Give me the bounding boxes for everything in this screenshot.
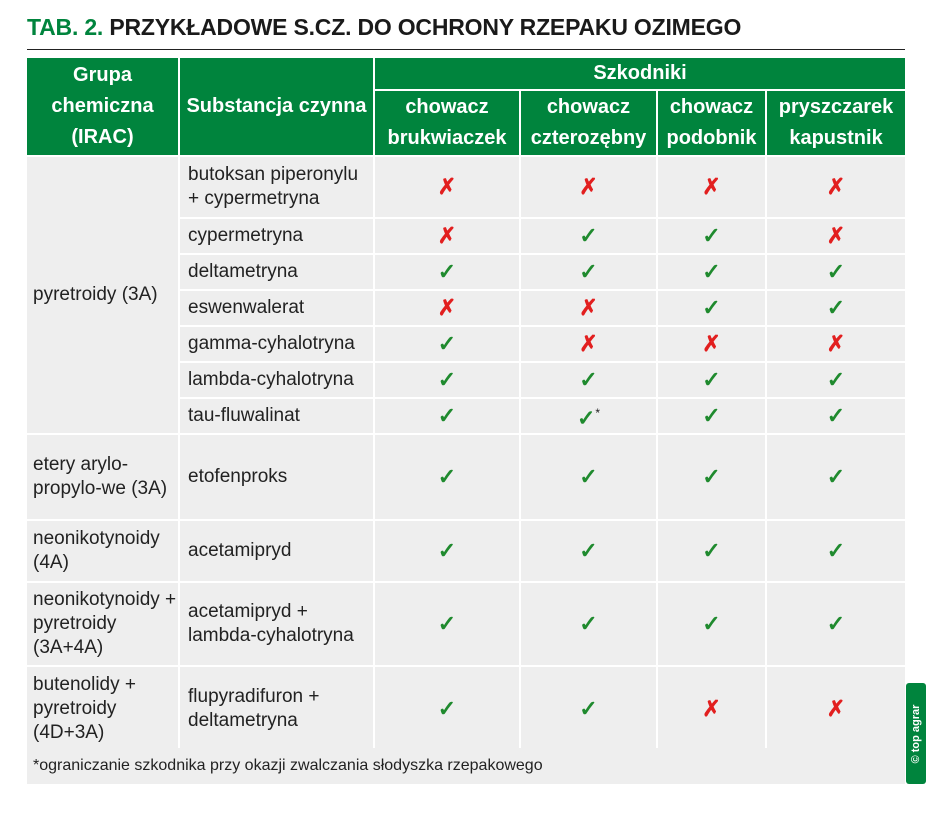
mark-cell xyxy=(657,326,766,362)
cross-icon: ✗ xyxy=(826,331,846,356)
check-icon: ✓ xyxy=(437,538,457,563)
cross-icon: ✗ xyxy=(579,331,598,356)
cross-icon: ✗ xyxy=(437,295,457,320)
mark-cell xyxy=(374,156,520,218)
group-cell: neonikotynoidy (4A) xyxy=(27,520,179,582)
table-row xyxy=(27,434,905,520)
mark-cell xyxy=(520,520,657,582)
check-icon: ✓ xyxy=(702,538,721,563)
mark-cell xyxy=(374,434,520,520)
check-icon: ✓ xyxy=(826,403,846,428)
check-icon: ✓ xyxy=(437,259,457,284)
group-cell: etery arylo-propylo-we (3A) xyxy=(27,434,179,520)
mark-cell xyxy=(374,362,520,398)
mark-cell xyxy=(657,434,766,520)
table-body xyxy=(27,156,905,752)
table-row xyxy=(27,520,905,582)
cross-icon: ✗ xyxy=(826,174,846,199)
mark-cell xyxy=(520,290,657,326)
check-icon: ✓ xyxy=(826,538,846,563)
cross-icon: ✗ xyxy=(702,174,721,199)
check-icon: ✓ xyxy=(579,464,598,489)
substance-cell: flupyradifuron + deltametryna xyxy=(179,666,374,752)
mark-cell xyxy=(520,398,657,434)
cross-icon: ✗ xyxy=(702,696,721,721)
title-divider xyxy=(27,49,905,50)
check-icon: ✓ xyxy=(437,331,457,356)
check-icon: ✓ xyxy=(579,367,598,392)
mark-cell xyxy=(520,582,657,666)
footnote: *ograniczanie szkodnika przy okazji zwalczania słodyszka rzepakowego xyxy=(27,748,905,784)
check-icon: ✓ xyxy=(437,464,457,489)
substance-cell: acetamipryd xyxy=(179,520,374,582)
check-icon: ✓ xyxy=(576,405,596,431)
mark-cell xyxy=(766,362,905,398)
header-pest-4: pryszczarek kapustnik xyxy=(766,90,905,156)
table-row xyxy=(27,666,905,752)
check-icon: ✓ xyxy=(826,367,846,392)
mark-cell xyxy=(657,520,766,582)
substance-cell: etofenproks xyxy=(179,434,374,520)
mark-cell xyxy=(657,362,766,398)
check-icon: ✓ xyxy=(579,611,598,636)
mark-cell xyxy=(374,398,520,434)
group-cell: butenolidy + pyretroidy (4D+3A) xyxy=(27,666,179,752)
cross-icon: ✗ xyxy=(826,696,846,721)
mark-cell xyxy=(766,398,905,434)
check-icon: ✓ xyxy=(579,223,598,248)
header-pests: Szkodniki xyxy=(374,57,905,90)
substance-cell: acetamipryd + lambda-cyhalotryna xyxy=(179,582,374,666)
mark-cell xyxy=(657,398,766,434)
table-title xyxy=(27,14,741,41)
check-icon: ✓ xyxy=(702,367,721,392)
mark-cell xyxy=(766,156,905,218)
check-icon: ✓ xyxy=(702,259,721,284)
check-icon: ✓ xyxy=(579,696,598,721)
header-substance: Substancja czynna xyxy=(179,57,374,156)
substance-cell: eswenwalerat xyxy=(179,290,374,326)
check-icon: ✓ xyxy=(702,403,721,428)
top-agrar-logo xyxy=(906,683,926,784)
mark-cell xyxy=(657,666,766,752)
mark-cell xyxy=(374,326,520,362)
substance-cell: butoksan piperonylu + cypermetryna xyxy=(179,156,374,218)
table-row xyxy=(27,156,905,218)
protection-table xyxy=(27,56,905,753)
group-cell: neonikotynoidy + pyretroidy (3A+4A) xyxy=(27,582,179,666)
check-icon: ✓ xyxy=(702,464,721,489)
header-group: Grupa chemiczna (IRAC) xyxy=(27,57,179,156)
check-icon: ✓ xyxy=(826,259,846,284)
mark-cell xyxy=(657,254,766,290)
mark-cell xyxy=(374,666,520,752)
mark-cell xyxy=(374,218,520,254)
mark-cell xyxy=(374,254,520,290)
check-icon: ✓ xyxy=(579,538,598,563)
check-icon: ✓ xyxy=(826,464,846,489)
cross-icon: ✗ xyxy=(437,174,457,199)
substance-cell: deltametryna xyxy=(179,254,374,290)
check-icon: ✓ xyxy=(437,611,457,636)
mark-cell xyxy=(520,218,657,254)
check-icon: ✓ xyxy=(702,223,721,248)
cross-icon: ✗ xyxy=(702,331,721,356)
substance-cell: tau-fluwalinat xyxy=(179,398,374,434)
mark-cell xyxy=(374,290,520,326)
mark-cell xyxy=(520,666,657,752)
mark-cell xyxy=(766,582,905,666)
check-icon: ✓ xyxy=(579,259,598,284)
mark-cell xyxy=(766,254,905,290)
table-number: TAB. 2. xyxy=(27,14,104,40)
header-pest-3: chowacz podobnik xyxy=(657,90,766,156)
mark-cell xyxy=(520,434,657,520)
header-pest-1: chowacz brukwiaczek xyxy=(374,90,520,156)
substance-cell: lambda-cyhalotryna xyxy=(179,362,374,398)
logo-text: © top agrar xyxy=(910,704,922,763)
check-icon: ✓ xyxy=(437,367,457,392)
mark-cell xyxy=(520,326,657,362)
check-icon: ✓ xyxy=(437,696,457,721)
table-title-text: PRZYKŁADOWE S.CZ. DO OCHRONY RZEPAKU OZIMEGO xyxy=(109,14,742,40)
mark-cell xyxy=(766,326,905,362)
cross-icon: ✗ xyxy=(579,295,598,320)
check-icon: ✓ xyxy=(702,611,721,636)
mark-cell xyxy=(520,362,657,398)
mark-cell xyxy=(374,582,520,666)
mark-cell xyxy=(657,156,766,218)
cross-icon: ✗ xyxy=(579,174,598,199)
mark-cell xyxy=(766,290,905,326)
substance-cell: cypermetryna xyxy=(179,218,374,254)
table-row xyxy=(27,582,905,666)
cross-icon: ✗ xyxy=(437,223,457,248)
check-icon: ✓ xyxy=(702,295,721,320)
mark-cell xyxy=(657,218,766,254)
check-icon: ✓ xyxy=(826,295,846,320)
substance-cell: gamma-cyhalotryna xyxy=(179,326,374,362)
check-icon: ✓ xyxy=(437,403,457,428)
mark-cell xyxy=(766,520,905,582)
mark-cell xyxy=(657,582,766,666)
footnote-marker: * xyxy=(595,406,601,421)
mark-cell xyxy=(766,666,905,752)
check-icon: ✓ xyxy=(826,611,846,636)
header-pest-2: chowacz czterozębny xyxy=(520,90,657,156)
mark-cell xyxy=(766,218,905,254)
mark-cell xyxy=(374,520,520,582)
group-cell: pyretroidy (3A) xyxy=(27,156,179,434)
mark-cell xyxy=(520,156,657,218)
mark-cell xyxy=(520,254,657,290)
cross-icon: ✗ xyxy=(826,223,846,248)
mark-cell xyxy=(657,290,766,326)
mark-cell xyxy=(766,434,905,520)
